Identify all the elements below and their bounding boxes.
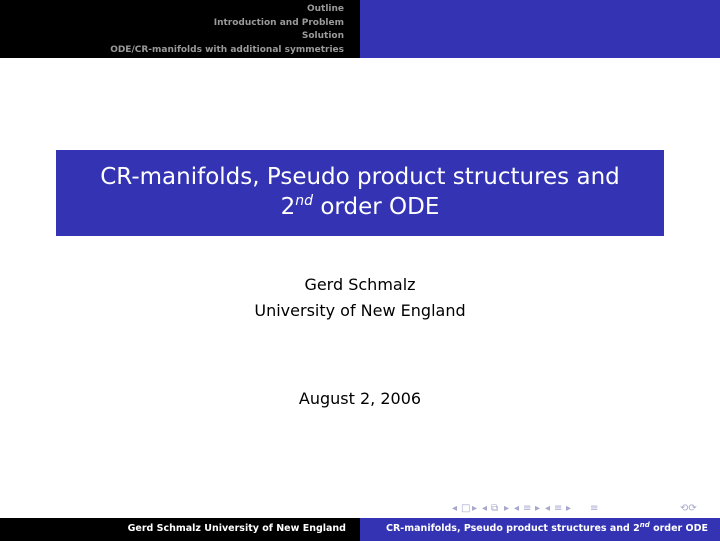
document-icon[interactable]: ≡ bbox=[554, 503, 563, 514]
title-line-1: CR-manifolds, Pseudo product structures and bbox=[100, 164, 620, 190]
search-back-forward-icon[interactable]: ⟲⟳ bbox=[680, 503, 697, 514]
document-next-icon[interactable]: ▸ bbox=[566, 503, 572, 514]
appendix-icon[interactable]: ≡ bbox=[590, 503, 599, 514]
document-prev-icon[interactable]: ◂ bbox=[545, 503, 551, 514]
footer-title bbox=[386, 523, 708, 535]
title-rest: order ODE bbox=[320, 194, 440, 220]
footer-left-panel bbox=[0, 518, 360, 541]
footer-title-superscript: nd bbox=[639, 521, 650, 529]
nav-item-introduction[interactable]: Introduction and Problem bbox=[213, 17, 344, 28]
title-number: 2 bbox=[280, 194, 296, 220]
title-box bbox=[56, 150, 664, 236]
presentation-date: August 2, 2006 bbox=[298, 389, 422, 408]
header-bar bbox=[0, 0, 720, 58]
nav-item-solution[interactable]: Solution bbox=[301, 31, 344, 41]
subsection-next-icon[interactable]: ▸ bbox=[504, 503, 510, 514]
section-navigation bbox=[110, 3, 344, 57]
frame-icon[interactable]: □ bbox=[461, 503, 471, 514]
footer-author: Gerd Schmalz University of New England bbox=[127, 523, 346, 534]
subsection-icon[interactable]: ⧉ bbox=[491, 503, 499, 514]
nav-item-outline[interactable]: Outline bbox=[306, 4, 344, 14]
footer-right-panel bbox=[360, 518, 720, 541]
footer-title-suffix: order ODE bbox=[653, 523, 708, 534]
subsection-prev-icon[interactable]: ◂ bbox=[482, 503, 488, 514]
section-next-icon[interactable]: ▸ bbox=[535, 503, 541, 514]
section-icon[interactable]: ≡ bbox=[523, 503, 532, 514]
title-superscript: nd bbox=[295, 193, 314, 209]
nav-item-ode-cr-manifolds[interactable]: ODE/CR-manifolds with additional symmetries bbox=[110, 44, 344, 55]
footer-bar bbox=[0, 518, 720, 541]
header-left-panel bbox=[0, 0, 360, 58]
frame-prev-icon[interactable]: ◂ bbox=[452, 503, 458, 514]
section-prev-icon[interactable]: ◂ bbox=[514, 503, 520, 514]
frame-next-icon[interactable]: ▸ bbox=[472, 503, 478, 514]
author-block bbox=[0, 272, 720, 324]
header-right-panel bbox=[360, 0, 720, 58]
beamer-navigation-symbols bbox=[0, 502, 720, 516]
title-line-2 bbox=[56, 192, 664, 222]
author-institution: University of New England bbox=[254, 301, 466, 320]
footer-title-prefix: CR-manifolds, Pseudo product structures and 2 bbox=[386, 523, 640, 534]
author-name: Gerd Schmalz bbox=[304, 275, 416, 294]
